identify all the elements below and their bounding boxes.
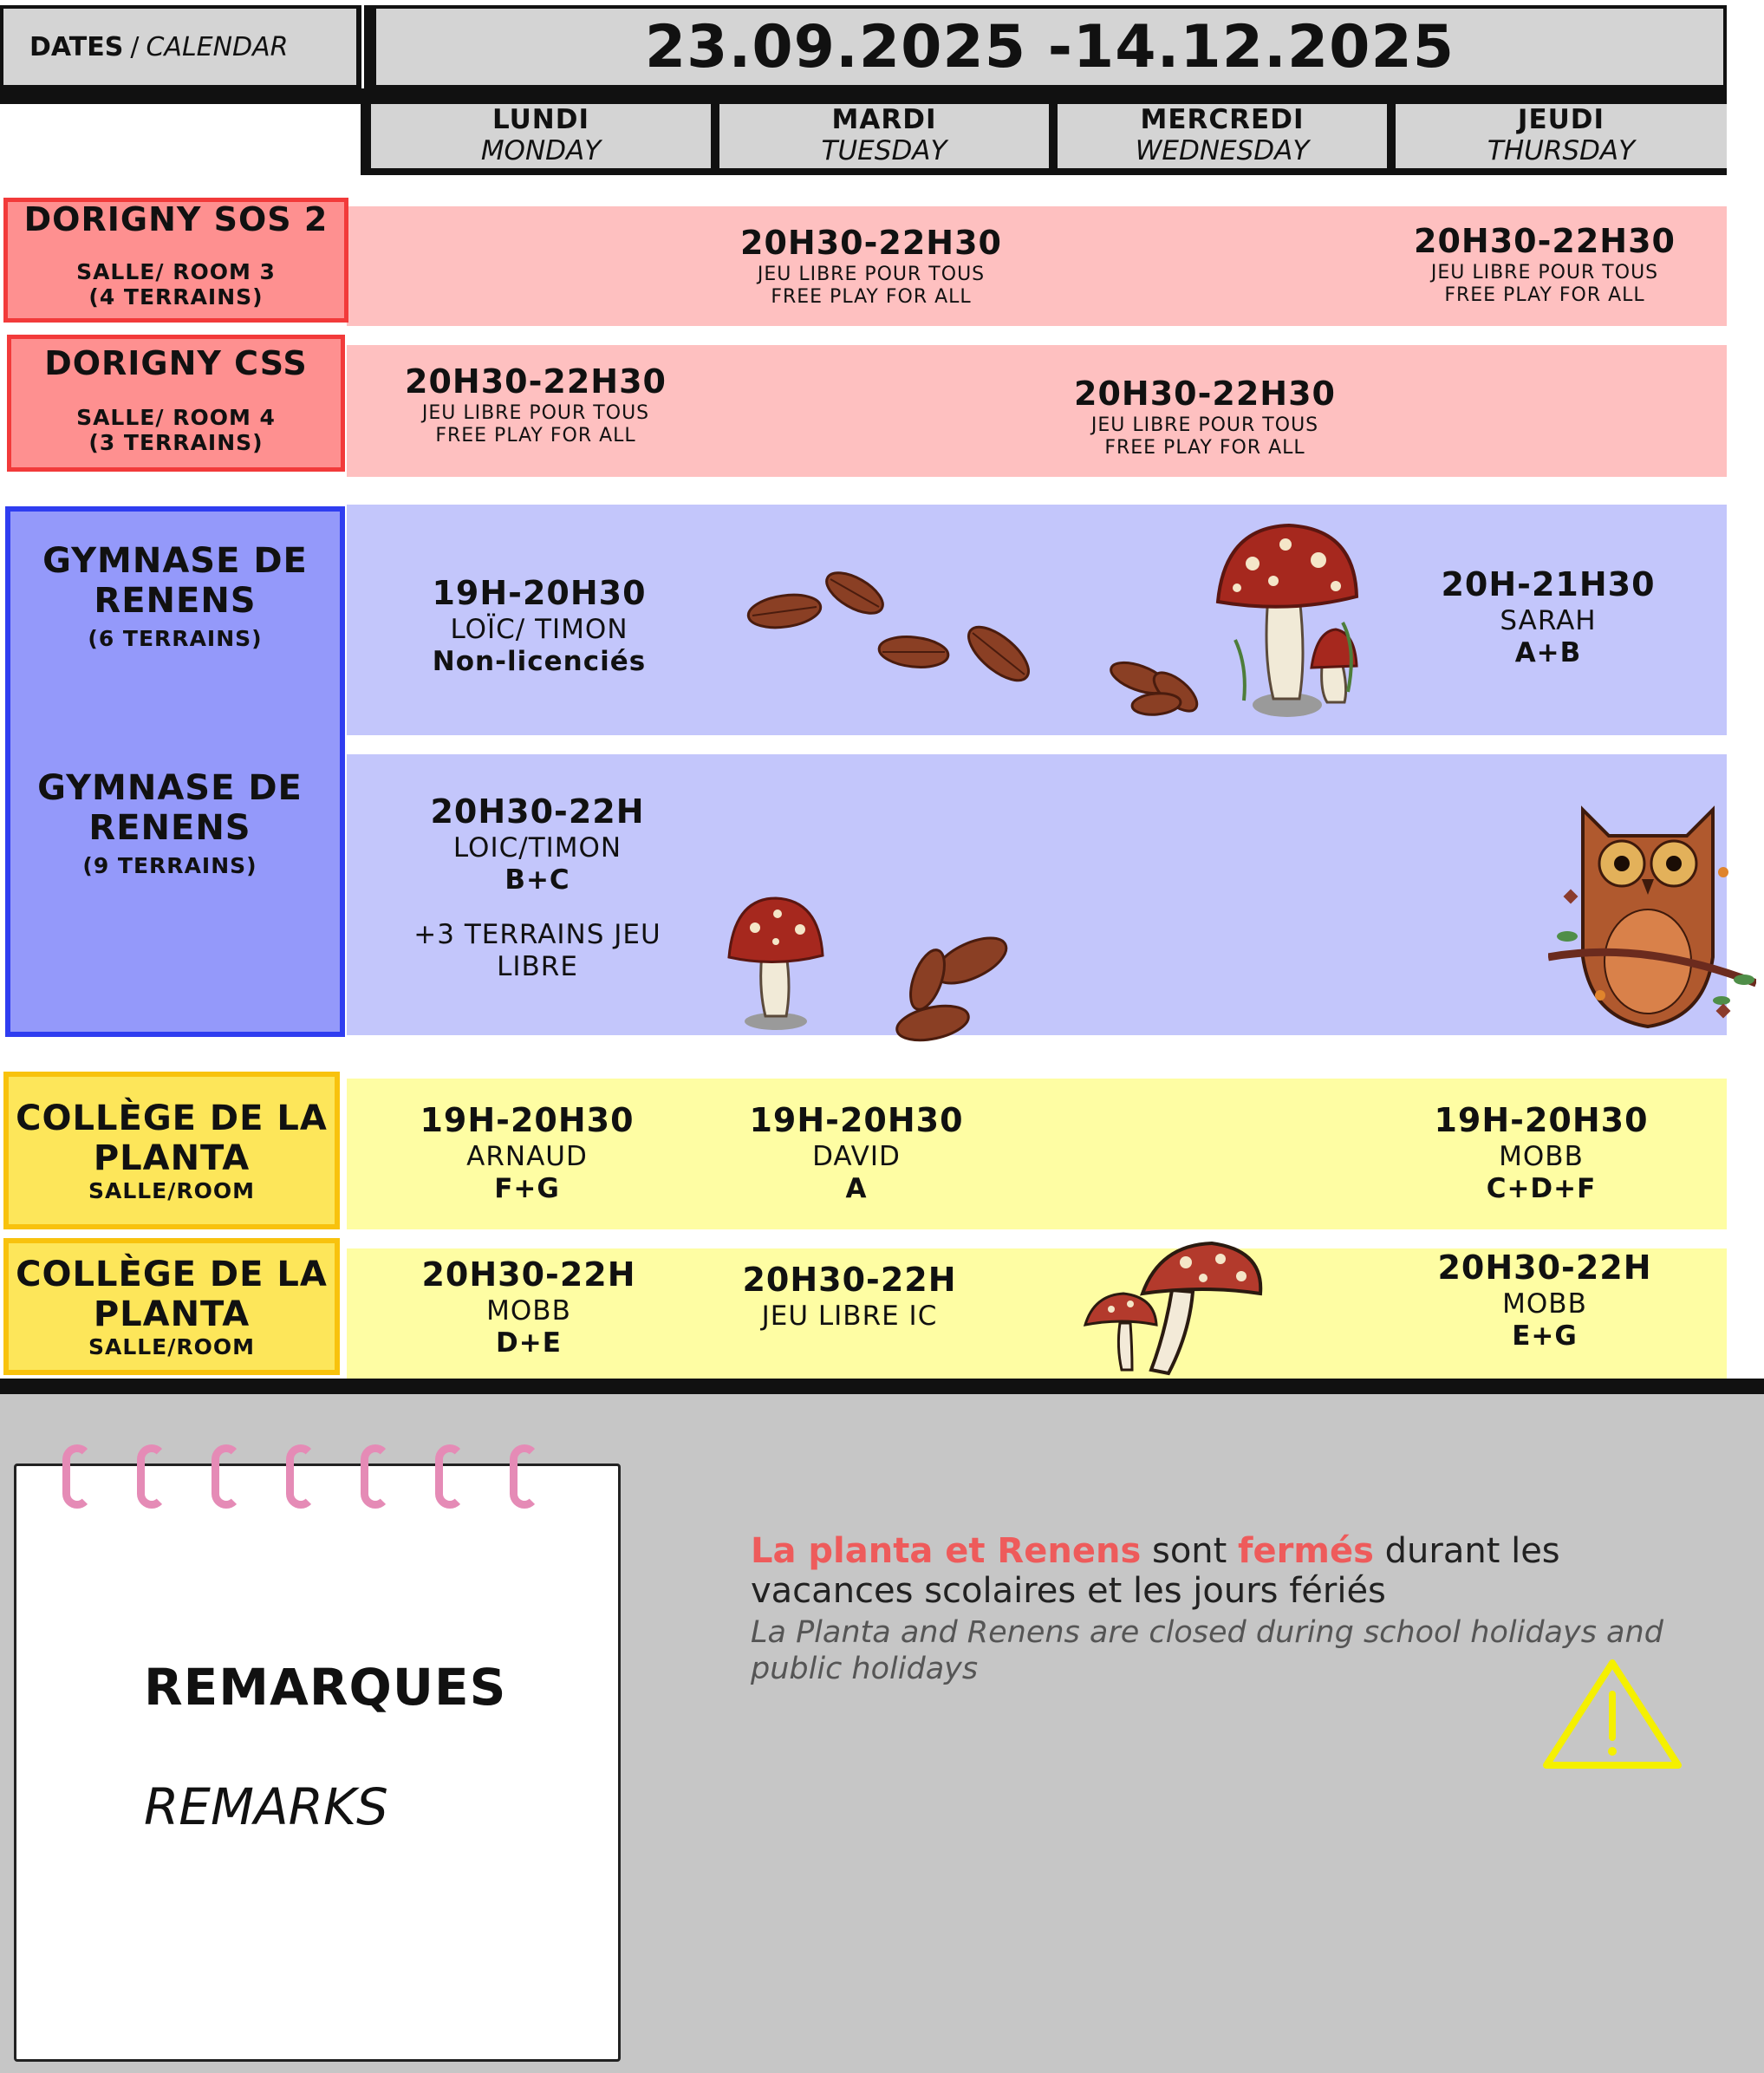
day-divider [711, 104, 719, 175]
venue-name: PLANTA [93, 1138, 251, 1178]
venue-room: SALLE/ROOM [88, 1177, 256, 1203]
slot-time: 20H30-22H [1437, 1248, 1652, 1287]
warning-icon [1541, 1658, 1683, 1770]
slot-planta1-tuesday [683, 1101, 1030, 1205]
dates-separator: / [130, 31, 140, 62]
venue-label-dorigny-css [7, 335, 345, 472]
slot-sos2-thursday [1371, 222, 1718, 307]
spiral-ring-icon [286, 1444, 316, 1509]
day-fr: MERCREDI [1140, 104, 1305, 136]
day-fr: MARDI [831, 104, 937, 136]
venue-name: GYMNASE DE [37, 768, 303, 808]
period-title [364, 5, 1727, 88]
remarks-title-en: REMARKS [144, 1777, 388, 1836]
slot-coach: MOBB [1502, 1287, 1587, 1320]
slot-coach: MOBB [486, 1294, 571, 1327]
day-fr: JEUDI [1517, 104, 1605, 136]
slot-renens6-thursday [1375, 565, 1722, 669]
mushroom-icon [1082, 1238, 1273, 1379]
slot-time: 20H30-22H30 [1414, 222, 1676, 260]
spiral-ring-icon [435, 1444, 465, 1509]
remarks-title-fr: REMARQUES [144, 1658, 507, 1717]
slot-time: 20H30-22H [421, 1255, 636, 1294]
spiral-ring-icon [510, 1444, 539, 1509]
venue-label-dorigny-sos2 [3, 198, 348, 323]
slot-line: FREE PLAY FOR ALL [771, 285, 972, 308]
note-text: sont [1141, 1531, 1239, 1571]
venue-room: SALLE/ ROOM 3 [76, 259, 276, 284]
venue-name: RENENS [88, 808, 251, 848]
slot-coach: JEU LIBRE IC [761, 1300, 938, 1332]
slot-css-monday [362, 362, 709, 447]
day-en: TUESDAY [821, 135, 947, 166]
day-en: WEDNESDAY [1135, 135, 1310, 166]
day-header-wednesday [1058, 104, 1387, 175]
slot-group: D+E [496, 1327, 562, 1359]
slot-group: A+B [1514, 636, 1582, 668]
slot-time: 20H30-22H30 [740, 224, 1002, 262]
closure-note-en: La Planta and Renens are closed during school holidays and public holidays [751, 1615, 1663, 1686]
slot-time: 19H-20H30 [420, 1101, 635, 1139]
closure-note-fr [751, 1531, 1704, 1611]
slot-coach: MOBB [1499, 1140, 1584, 1172]
header-divider [0, 88, 1727, 104]
venue-label-planta-1 [3, 1072, 340, 1229]
header-divider-vertical [361, 88, 371, 175]
venue-name: COLLÈGE DE LA [16, 1254, 328, 1294]
venue-room: SALLE/ROOM [88, 1333, 256, 1359]
venue-renens-6-text [5, 541, 345, 651]
slot-group: F+G [494, 1172, 560, 1204]
note-highlight-venues: La planta et Renens [751, 1531, 1142, 1571]
spiral-ring-icon [212, 1444, 241, 1509]
remarks-divider [0, 1379, 1764, 1394]
slot-time: 20H30-22H [742, 1261, 957, 1299]
venue-name: PLANTA [93, 1294, 251, 1334]
mushroom-icon [1209, 518, 1365, 718]
slot-planta2-tuesday [676, 1261, 1023, 1333]
owl-icon [1548, 784, 1756, 1035]
slot-line: JEU LIBRE POUR TOUS [421, 401, 650, 424]
venue-room: SALLE/ ROOM 4 [76, 405, 276, 430]
note-text: durant les vacances scolaires et les jours fériés [751, 1531, 1560, 1611]
day-header-tuesday [719, 104, 1049, 175]
slot-extra: +3 TERRAINS JEU [413, 918, 661, 950]
day-divider [1049, 104, 1058, 175]
venue-name: DORIGNY CSS [44, 344, 308, 382]
venue-renens-9-text [0, 768, 340, 878]
day-header-thursday [1396, 104, 1727, 175]
dates-label: DATES [29, 31, 124, 62]
note-highlight-closed: fermés [1238, 1531, 1374, 1571]
slot-coach: LOIC/TIMON [452, 831, 622, 864]
slot-coach: LOÏC/ TIMON [450, 613, 628, 645]
spiral-ring-icon [361, 1444, 390, 1509]
period-text: 23.09.2025 -14.12.2025 [644, 12, 1455, 81]
header-dates-label [0, 5, 361, 88]
day-fr: LUNDI [491, 104, 590, 136]
day-en: THURSDAY [1487, 135, 1636, 166]
header-spacer [0, 104, 364, 175]
slot-time: 19H-20H30 [432, 574, 647, 612]
venue-courts: (9 TERRAINS) [82, 853, 257, 878]
slot-group: B+C [504, 864, 570, 896]
venue-courts: (6 TERRAINS) [88, 626, 263, 651]
notepad [14, 1463, 621, 2062]
slot-line: JEU LIBRE POUR TOUS [1430, 261, 1659, 284]
venue-name: COLLÈGE DE LA [16, 1098, 328, 1138]
slot-line: FREE PLAY FOR ALL [435, 424, 636, 447]
slot-group: C+D+F [1486, 1172, 1597, 1204]
slot-coach: SARAH [1500, 604, 1597, 636]
mushroom-icon [724, 893, 828, 1032]
venue-name: RENENS [94, 581, 257, 621]
slot-group: A [845, 1172, 868, 1204]
slot-coach: ARNAUD [466, 1140, 588, 1172]
slot-time: 20H30-22H [430, 792, 645, 831]
slot-extra: LIBRE [497, 951, 578, 983]
leaf-icon [893, 928, 1014, 1049]
slot-group: E+G [1512, 1320, 1578, 1352]
slot-sos2-tuesday [698, 224, 1045, 309]
slot-planta2-monday [355, 1255, 702, 1359]
slot-time: 20H-21H30 [1441, 565, 1656, 603]
venue-courts: (4 TERRAINS) [88, 284, 264, 310]
slot-time: 20H30-22H30 [1074, 375, 1336, 413]
slot-line: JEU LIBRE POUR TOUS [757, 263, 986, 285]
slot-group: Non-licenciés [432, 645, 647, 677]
slot-renens9-monday [364, 792, 711, 983]
slot-coach: DAVID [812, 1140, 901, 1172]
spiral-ring-icon [62, 1444, 92, 1509]
slot-planta2-thursday [1371, 1248, 1718, 1353]
day-en: MONDAY [480, 135, 602, 166]
slot-time: 19H-20H30 [749, 1101, 964, 1139]
venue-courts: (3 TERRAINS) [88, 430, 264, 455]
venue-name: GYMNASE DE [42, 541, 308, 581]
day-header-monday [371, 104, 711, 175]
day-divider [1387, 104, 1396, 175]
calendar-label: CALENDAR [146, 31, 289, 62]
slot-planta1-monday [354, 1101, 700, 1205]
slot-css-wednesday [1032, 375, 1378, 460]
slot-time: 19H-20H30 [1434, 1101, 1649, 1139]
slot-line: FREE PLAY FOR ALL [1104, 436, 1305, 459]
venue-label-planta-2 [3, 1238, 340, 1375]
slot-renens6-monday [366, 574, 713, 678]
spiral-ring-icon [137, 1444, 166, 1509]
slot-line: JEU LIBRE POUR TOUS [1090, 414, 1319, 436]
slot-planta1-thursday [1368, 1101, 1715, 1205]
venue-name: DORIGNY SOS 2 [23, 200, 329, 238]
slot-time: 20H30-22H30 [405, 362, 667, 401]
slot-line: FREE PLAY FOR ALL [1444, 284, 1645, 306]
